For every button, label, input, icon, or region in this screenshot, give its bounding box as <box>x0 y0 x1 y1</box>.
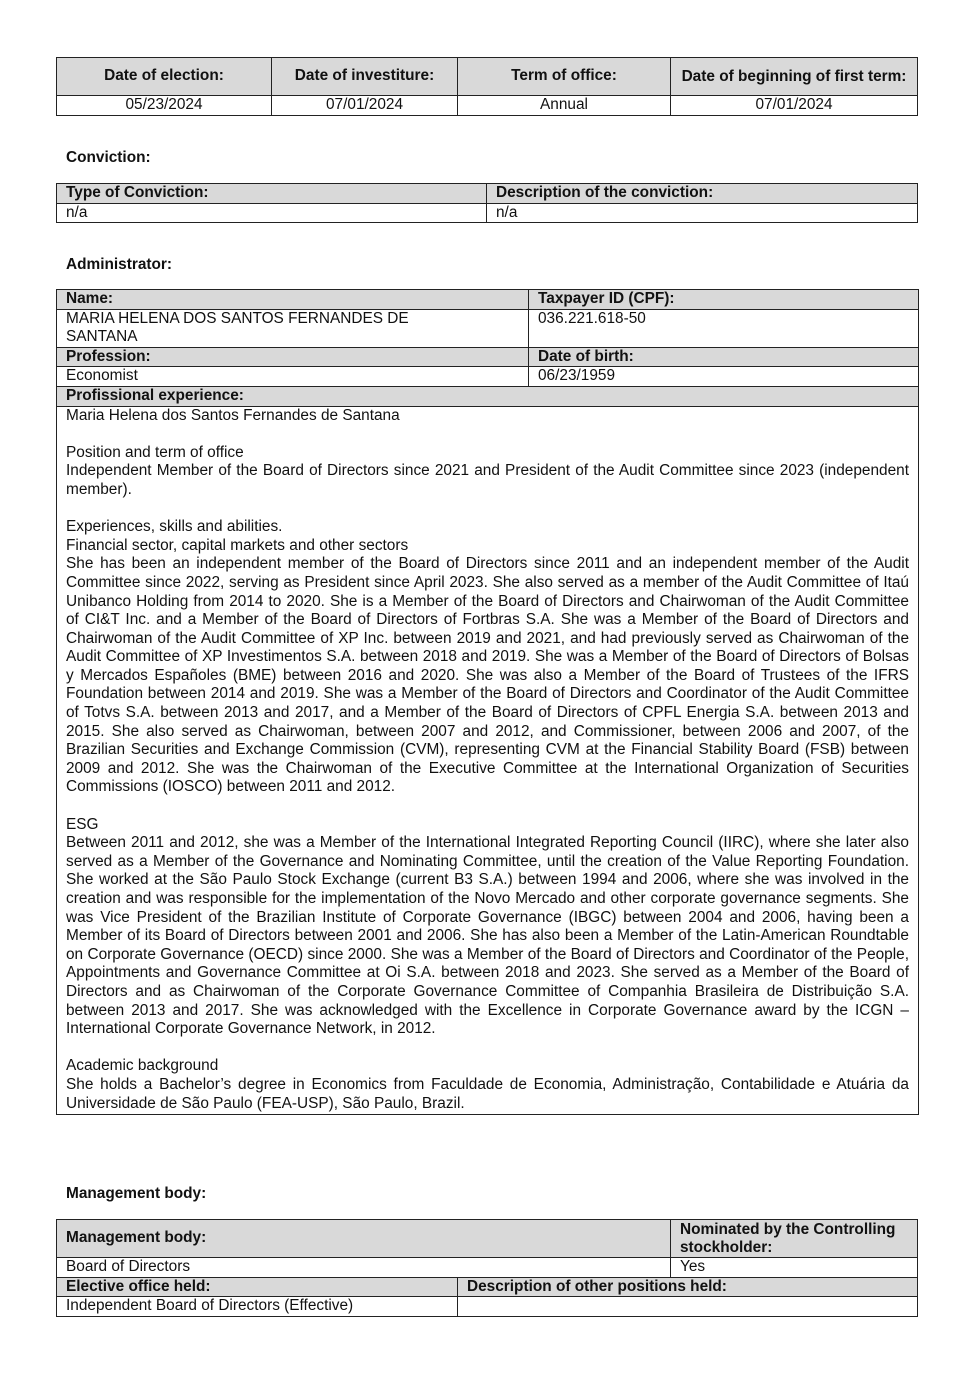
esg-title: ESG <box>66 815 99 833</box>
administrator-section-title: Administrator: <box>66 256 173 273</box>
experience-label: Profissional experience: <box>57 386 919 406</box>
management-table <box>56 1219 918 1317</box>
elective-office-value: Independent Board of Directors (Effective) <box>57 1297 458 1317</box>
management-body-header: Management body: <box>57 1220 671 1258</box>
term-of-office-header: Term of office: <box>458 58 671 96</box>
birth-label: Date of birth: <box>529 347 919 367</box>
other-positions-header: Description of other positions held: <box>458 1277 918 1297</box>
other-positions-value <box>458 1297 918 1317</box>
date-of-investiture-value: 07/01/2024 <box>272 96 458 116</box>
term-table <box>56 57 918 116</box>
cpf-label: Taxpayer ID (CPF): <box>529 290 919 310</box>
esg-text: Between 2011 and 2012, she was a Member of the International Integrated Reporting Council (IIRC), where she later also served as a Member of the Governance and Nominating Committee, until the creation of the Value Reporting Foundation. She worked at the São Paulo Stock Exchange (current B3 S.A.) between 1994 and 2006, where she was involved in the creation and was responsible for the implementation of the Novo Mercado and other corporate governance segments. She was Vice President of the Brazilian Institute of Corporate Governance (IBGC) between 2004 and 2006, having been a Member of its Board of Directors between 2001 and 2006. She has also been a Member of the Latin-American Roundtable on Corporate Governance (OECD) since 2000. She was a Member of the Board of Directors and Coordinator of the People, Appointments and Governance Committee at Oi S.A. between 2018 and 2023. She served as a Member of the Board of Directors and as Chairwoman of the Corporate Governance Committee of Companhia Brasileira de Distribuição S.A. between 2013 and 2017. She was acknowledged with the Excellence in Corporate Governance award by the ICGN – International Corporate Governance Network, in 2012. <box>66 834 909 1038</box>
position-title: Position and term of office <box>66 443 244 461</box>
nominated-header: Nominated by the Controlling stockholder: <box>671 1220 918 1258</box>
cpf-value: 036.221.618-50 <box>529 309 919 347</box>
profession-label: Profession: <box>57 347 529 367</box>
experience-content <box>57 406 919 1115</box>
elective-office-header: Elective office held: <box>57 1277 458 1297</box>
academic-title: Academic background <box>66 1057 219 1075</box>
nominated-value: Yes <box>671 1258 918 1278</box>
experience-name-line: Maria Helena dos Santos Fernandes de Santana <box>66 406 400 424</box>
sector-title: Financial sector, capital markets and other sectors <box>66 536 409 554</box>
conviction-type-value: n/a <box>57 203 487 223</box>
first-term-start-value: 07/01/2024 <box>671 96 918 116</box>
position-text: Independent Member of the Board of Directors since 2021 and President of the Audit Committee since 2023 (independent member). <box>66 462 909 498</box>
name-value: MARIA HELENA DOS SANTOS FERNANDES DE SANTANA <box>57 309 529 347</box>
date-of-investiture-header: Date of investiture: <box>272 58 458 96</box>
first-term-start-header: Date of beginning of first term: <box>671 58 918 96</box>
conviction-description-header: Description of the conviction: <box>487 184 918 204</box>
conviction-section-title: Conviction: <box>66 149 151 166</box>
skills-title: Experiences, skills and abilities. <box>66 518 283 536</box>
management-section-title: Management body: <box>66 1185 207 1202</box>
profession-value: Economist <box>57 367 529 387</box>
date-of-election-value: 05/23/2024 <box>57 96 272 116</box>
name-label: Name: <box>57 290 529 310</box>
term-of-office-value: Annual <box>458 96 671 116</box>
birth-value: 06/23/1959 <box>529 367 919 387</box>
date-of-election-header: Date of election: <box>57 58 272 96</box>
conviction-type-header: Type of Conviction: <box>57 184 487 204</box>
management-body-value: Board of Directors <box>57 1258 671 1278</box>
administrator-table <box>56 289 919 1115</box>
conviction-table <box>56 183 918 223</box>
academic-text: She holds a Bachelor’s degree in Economics from Faculdade de Economia, Administração, Contabilidade e Atuária da Universidade de São Paulo (FEA-USP), São Paulo, Brazil. <box>66 1075 909 1112</box>
sector-text: She has been an independent member of the Board of Directors since 2011 and an independent member of the Audit Committee since 2022, serving as President since April 2023. She also served as a member of the Audit Committee of Itaú Unibanco Holding from 2014 to 2020. She is a Member of the Board of Directors and Chairwoman of the Audit Committee of CI&T Inc. and a Member of the Board of Directors of Fortbras S.A. She was a Member of the Board of Directors and Chairwoman of the Audit Committee of XP Inc. between 2019 and 2021, and had previously served as Chairwoman of the Audit Committee of XP Investimentos S.A. between 2018 and 2019. She was a Member of the Board of Directors of Bolsas y Mercados Españoles (BME) between 2016 and 2020. She was also a Member of the Board of Trustees of the IFRS Foundation between 2014 and 2019. She was a Member of the Board of Directors and Coordinator of the Audit Committee of Totvs S.A. between 2013 and 2017, and a Member of the Board of Directors of CPFL Energia S.A. between 2013 and 2015. She also served as Chairwoman, between 2007 and 2012, and Commissioner, between 2006 and 2007, of the Brazilian Securities and Exchange Commission (CVM), representing CVM at the Financial Stability Board (FSB) between 2009 and 2012. She was the Chairwoman of the Executive Committee at the International Organization of Securities Commissions (IOSCO) between 2011 and 2012. <box>66 555 909 796</box>
conviction-description-value: n/a <box>487 203 918 223</box>
